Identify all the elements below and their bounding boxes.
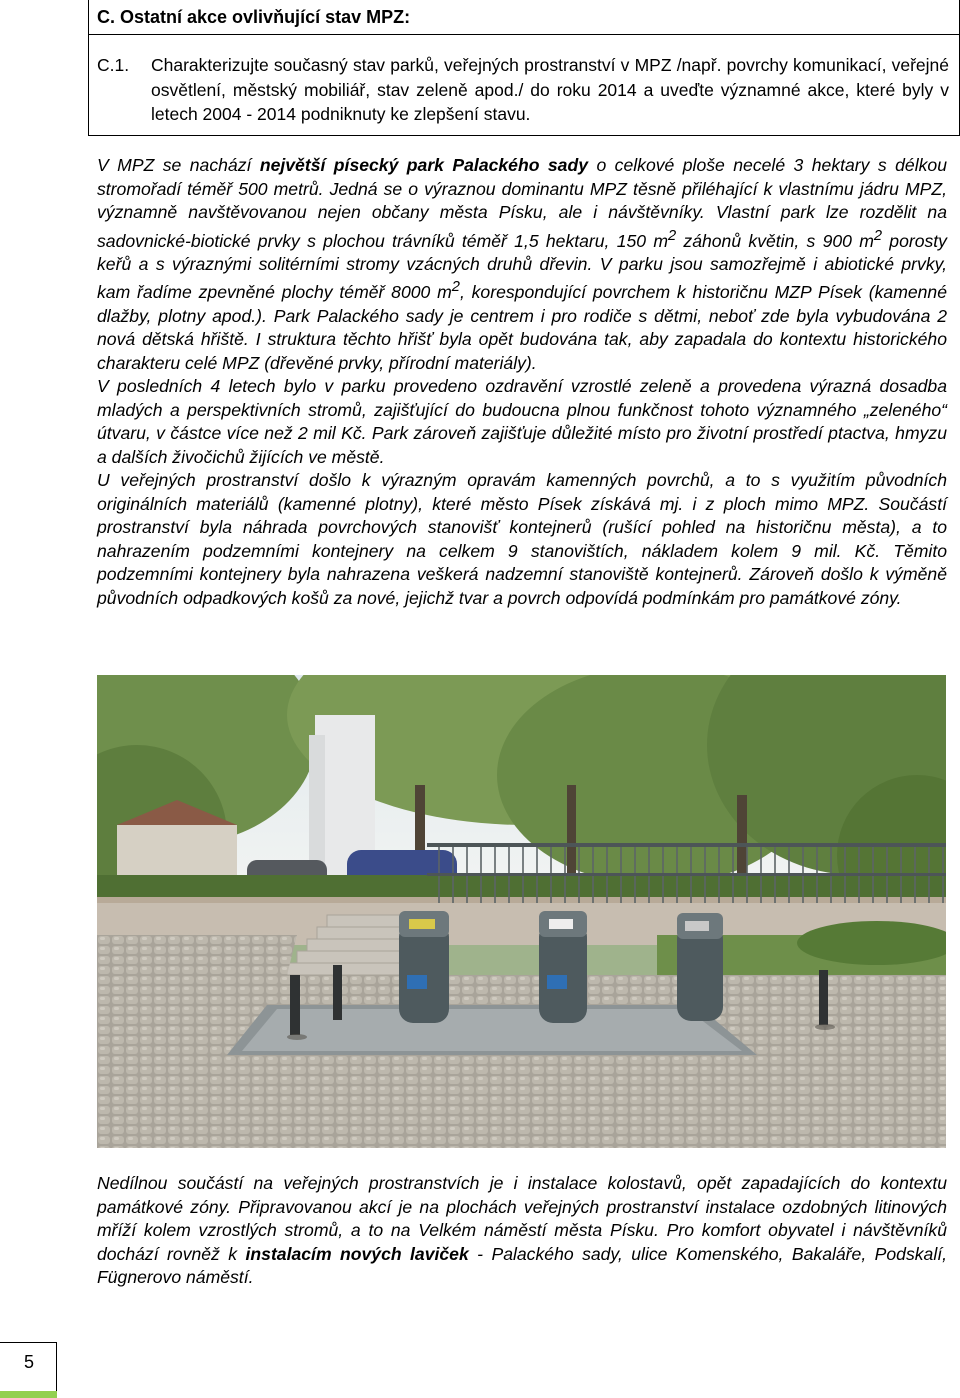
- photo-underground-containers: [97, 675, 946, 1148]
- main-text: [97, 154, 947, 610]
- paragraph-closing: Nedílnou součástí na veřejných prostranstvích je i instalace kolostavů, opět zapadajících do kontextu památkové zóny. Připravovanou akcí je na plochách veřejných prostranství instalace ozdobných litinových mříží kolem vzrostlých stromů, a to na Velkém náměstí města Písku. Pro komfort obyvatel i návštěvníků dochází rovněž k instalacím nových laviček - Palackého sady, ulice Komenského, Bakaláře, Podskalí, Fügnerovo náměstí.: [97, 1173, 948, 1287]
- question-text: Charakterizujte současný stav parků, veřejných prostranství v MPZ /např. povrchy komunikací, veřejné osvětlení, městský mobiliář, stav zeleně apod./ do roku 2014 a uveďte významné akce, které byly v letech 2004 - 2014 podniknuty ke zlepšení stavu.: [151, 55, 949, 124]
- footer-accent-bar: [0, 1391, 57, 1398]
- section-table: [88, 0, 960, 136]
- paragraph-greenery: V posledních 4 letech bylo v parku provedeno ozdravění vzrostlé zeleně a provedena výrazná dosadba mladých a perspektivních stromů, zajišťující do budoucna plnou funkčnost tohoto významného „zeleného“ útvaru, v částce více než 2 mil Kč. Park zároveň zajišťuje důležité místo pro životní prostředí ptactva, hmyzu a dalších živočichů žijících ve městě.: [97, 376, 947, 467]
- section-title: C. Ostatní akce ovlivňující stav MPZ:: [89, 0, 959, 35]
- highlight-park: největší písecký park Palackého sady: [259, 155, 588, 175]
- closing-text: [97, 1172, 947, 1290]
- question-row: [89, 35, 959, 135]
- question-number: C.1.: [97, 55, 130, 75]
- highlight-benches: instalacím nových laviček: [245, 1243, 469, 1264]
- paragraph-public-spaces: U veřejných prostranství došlo k výrazným opravám kamenných povrchů, a to s využitím původních originálních materiálů (kamenné plotny), které město Písek získává mj. i z ploch mimo MPZ. Součástí prostranství byla náhrada povrchových stanovišť kontejnerů (rušící pohled na historičnu města), a to nahrazením podzemními kontejnery na celkem 9 stanovištích, nákladem kolem 9 mil. Kč. Těmito podzemními kontejnery byla nahrazena veškerá nadzemní stanoviště kontejnerů. Zároveň došlo k výměně původních odpadkových košů za nové, jejichž tvar a povrch odpovídá podmínkám pro památkové zóny.: [97, 470, 947, 608]
- paragraph-park: V MPZ se nachází největší písecký park Palackého sady o celkové ploše necelé 3 hektary s délkou stromořadí téměř 500 metrů. Jedná se o výraznou dominantu MPZ těsně přiléhající k vlastnímu jádru MPZ, významně navštěvovanou nejen občany města Písku, ale i návštěvníky. Vlastní park lze rozdělit na sadovnické-biotické prvky s plochou trávníků téměř 1,5 hektaru, 150 $m^2$ záhonů květin, s 900 $m^2$ porosty keřů a s výraznými solitérními stromy vzácných druhů dřevin. V parku jsou samozřejmě i abiotické prvky, kam řadíme zpevněné plochy téměř 8000 $m^2$, korespondující povrchem k historičnu MZP Písek (kamenné dlažby, plotny apod.). Park Palackého sady je centrem i pro rodiče s dětmi, neboť zde byla vybudována 2 nová dětská hřiště. I struktura těchto hřišť byla opět budována tak, aby zapadala do kontextu historického charakteru celé MPZ (dřevěné prvky, přírodní materiály).: [97, 155, 948, 373]
- page-number: 5: [24, 1352, 35, 1372]
